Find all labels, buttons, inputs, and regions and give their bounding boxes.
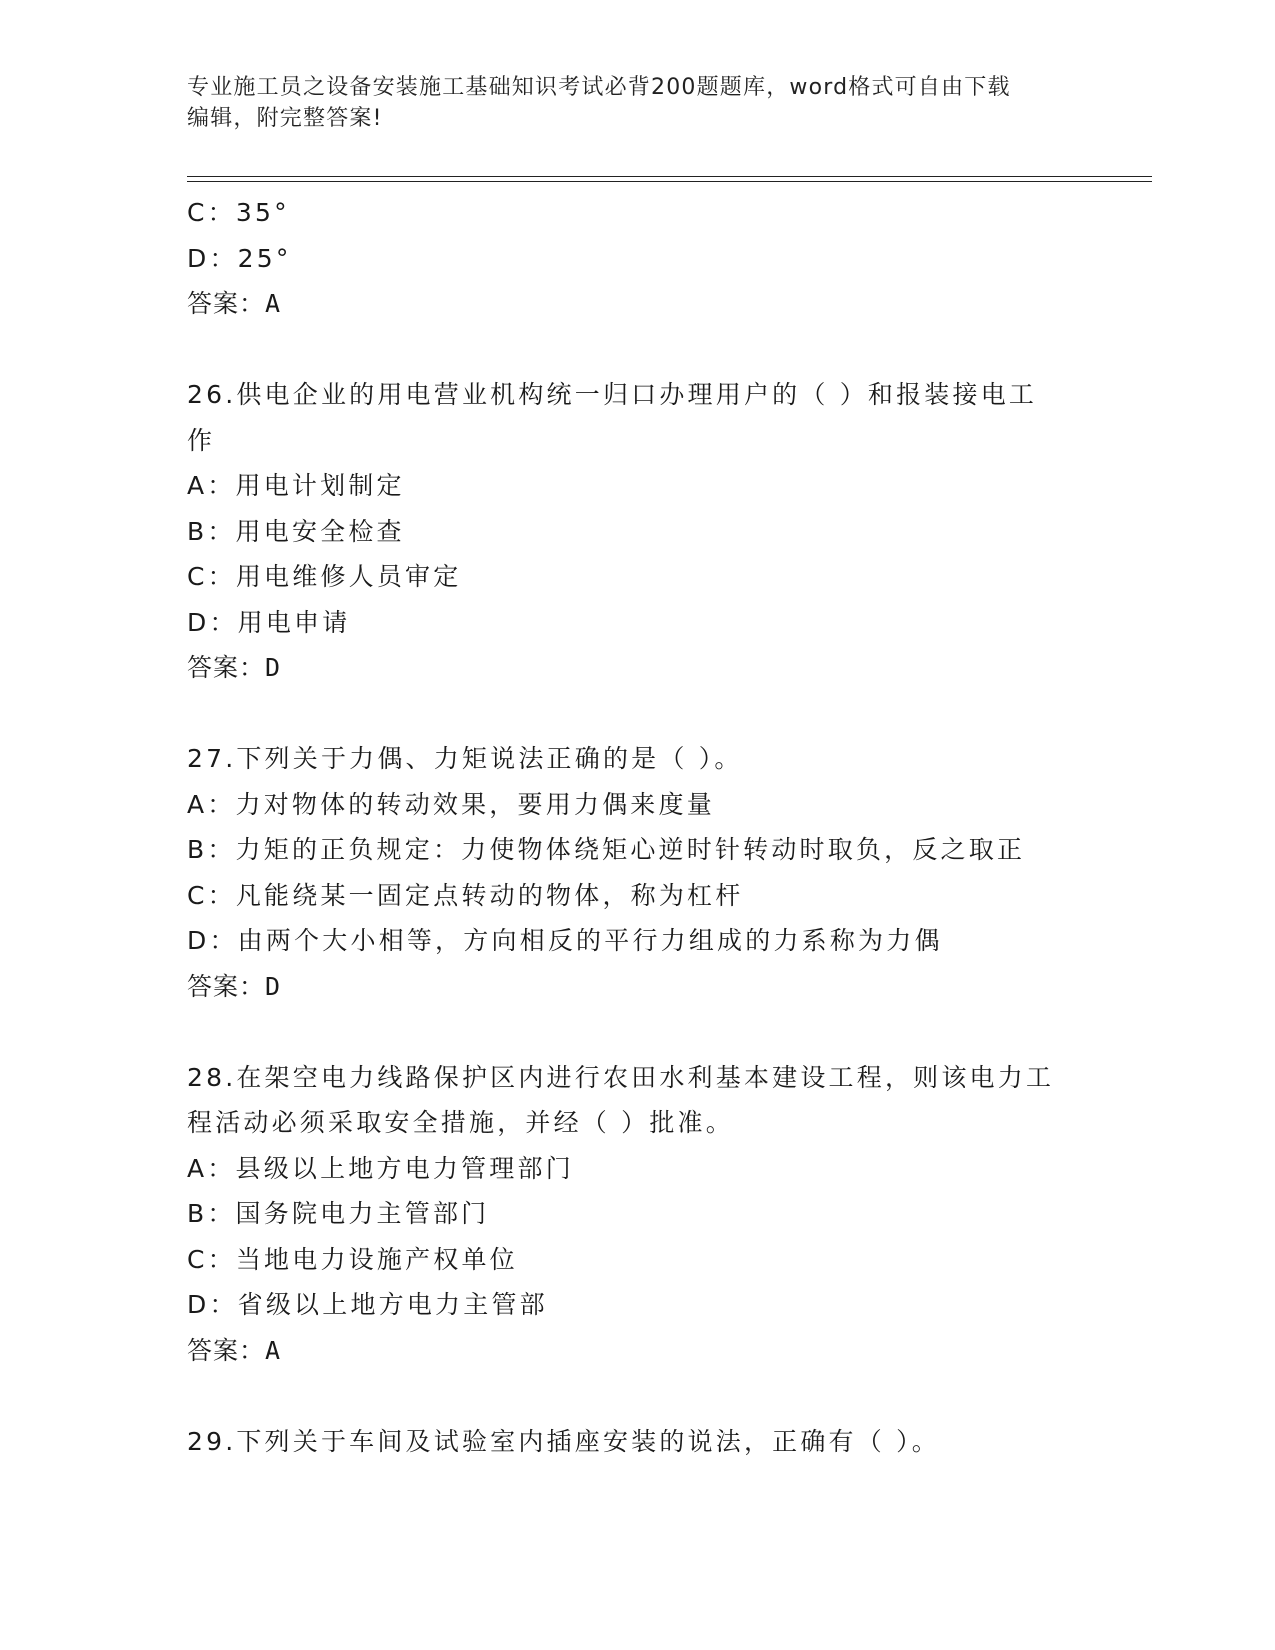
option-d: D：用电申请 bbox=[187, 607, 351, 637]
answer-line bbox=[187, 281, 1087, 327]
question-26 bbox=[187, 372, 1087, 691]
option-c: C：35° bbox=[187, 198, 290, 227]
question-25-continuation bbox=[187, 190, 1087, 327]
question-28 bbox=[187, 1055, 1087, 1374]
option-a: A：力对物体的转动效果，要用力偶来度量 bbox=[187, 789, 715, 819]
option-d: D：由两个大小相等，方向相反的平行力组成的力系称为力偶 bbox=[187, 926, 943, 955]
option-b: B：国务院电力主管部门 bbox=[187, 1199, 490, 1228]
question-27 bbox=[187, 736, 1087, 1009]
answer-value: D bbox=[265, 971, 282, 1001]
header-line-2: 编辑，附完整答案! bbox=[187, 106, 383, 131]
question-text-line-2: 作 bbox=[187, 425, 216, 455]
option-b: B：用电安全检查 bbox=[187, 516, 405, 546]
option-a: A：县级以上地方电力管理部门 bbox=[187, 1153, 574, 1183]
option-b: B：力矩的正负规定：力使物体绕矩心逆时针转动时取负，反之取正 bbox=[187, 835, 1026, 864]
question-text-line-1: 28.在架空电力线路保护区内进行农田水利基本建设工程，则该电力工 bbox=[187, 1062, 1055, 1092]
header-divider-top bbox=[187, 176, 1152, 177]
answer-label: 答案： bbox=[187, 289, 266, 318]
answer-label: 答案： bbox=[187, 971, 266, 1001]
answer-value: A bbox=[265, 289, 282, 318]
document-header bbox=[187, 72, 1067, 134]
answer-line bbox=[187, 1328, 1087, 1374]
header-divider-bottom bbox=[187, 181, 1152, 182]
answer-value: A bbox=[265, 1335, 282, 1365]
question-text-line-1: 29.下列关于车间及试验室内插座安装的说法，正确有（ ）。 bbox=[187, 1426, 941, 1456]
answer-label: 答案： bbox=[187, 653, 266, 682]
header-line-1: 专业施工员之设备安装施工基础知识考试必背200题题库，word格式可自由下载 bbox=[187, 75, 1011, 100]
option-d: D：省级以上地方电力主管部 bbox=[187, 1290, 548, 1319]
answer-label: 答案： bbox=[187, 1335, 266, 1365]
question-text-line-2: 程活动必须采取安全措施，并经（ ）批准。 bbox=[187, 1108, 734, 1137]
option-d: D：25° bbox=[187, 243, 292, 273]
question-29 bbox=[187, 1419, 1087, 1465]
answer-line bbox=[187, 645, 1087, 691]
question-text-line-1: 27.下列关于力偶、力矩说法正确的是（ ）。 bbox=[187, 744, 743, 773]
option-c: C：凡能绕某一固定点转动的物体，称为杠杆 bbox=[187, 880, 744, 910]
answer-value: D bbox=[265, 653, 282, 682]
option-c: C：用电维修人员审定 bbox=[187, 562, 462, 591]
option-a: A：用电计划制定 bbox=[187, 471, 405, 500]
answer-line bbox=[187, 964, 1087, 1010]
option-c: C：当地电力设施产权单位 bbox=[187, 1244, 518, 1274]
document-body bbox=[187, 190, 1087, 1464]
question-text-line-1: 26.供电企业的用电营业机构统一归口办理用户的（ ）和报装接电工 bbox=[187, 380, 1038, 409]
